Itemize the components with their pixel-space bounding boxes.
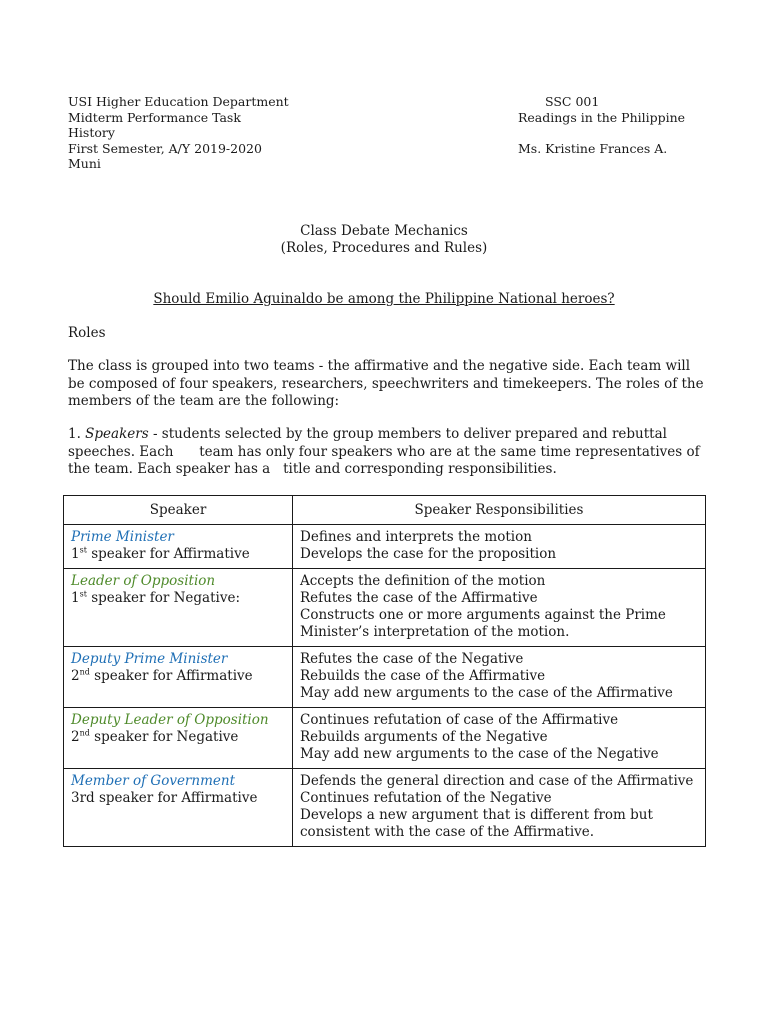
responsibility: Develops the case for the proposition [300, 546, 557, 562]
speaker-title: Deputy Leader of Opposition [71, 712, 269, 728]
table-row [64, 647, 706, 708]
header-left-line: History [68, 125, 115, 141]
responsibility: Defends the general direction and case of the Affirmative [300, 773, 694, 789]
responsibility: May add new arguments to the case of the Affirmative [300, 685, 673, 701]
speakers-paragraph [68, 426, 708, 479]
speaker-cell [64, 769, 293, 847]
header-right-blank [518, 125, 718, 141]
responsibility: Develops a new argument that is different from but consistent with the case of the Affirmative. [300, 807, 653, 840]
ordinal-suffix: st [79, 545, 87, 555]
document-subtitle: (Roles, Procedures and Rules) [280, 240, 488, 256]
header-left-line: USI Higher Education Department [68, 94, 289, 109]
responsibility: May add new arguments to the case of the Negative [300, 746, 659, 762]
responsibility: Refutes the case of the Affirmative [300, 590, 538, 606]
table-row [64, 525, 706, 569]
speaker-order: 2 [71, 668, 80, 684]
column-header-responsibilities: Speaker Responsibilities [293, 496, 706, 525]
speaker-side: speaker for Negative: [86, 590, 241, 606]
speaker-title: Deputy Prime Minister [71, 651, 228, 667]
responsibilities-cell [293, 708, 706, 769]
title-block [0, 223, 768, 257]
ordinal-suffix: st [79, 589, 87, 599]
header-left-line: Muni [68, 156, 101, 172]
header-left-line: First Semester, A/Y 2019-2020 [68, 140, 262, 156]
column-header-speaker: Speaker [64, 496, 293, 525]
speakers-text: - students selected by the group members to deliver prepared and rebuttal speeches. Each team has only four speakers who are at the same time representatives of the team. Each speaker has a title and corresponding responsibilities. [68, 426, 704, 477]
table-header-row [64, 496, 706, 525]
speaker-roles-table [63, 495, 706, 847]
speaker-order: 2 [71, 729, 80, 745]
responsibilities-cell [293, 525, 706, 569]
speaker-cell [64, 525, 293, 569]
ordinal-suffix: nd [79, 667, 90, 677]
responsibilities-cell [293, 569, 706, 647]
speaker-side: speaker for Affirmative [86, 546, 250, 562]
list-number: 1. [68, 426, 86, 442]
speaker-title: Prime Minister [71, 529, 174, 545]
speaker-order: 1 [71, 546, 80, 562]
speaker-title: Leader of Opposition [71, 573, 216, 589]
responsibility: Continues refutation of case of the Affirmative [300, 712, 619, 728]
debate-question: Should Emilio Aguinaldo be among the Philippine National heroes? [153, 291, 615, 307]
header-left-line: Midterm Performance Task [68, 109, 241, 125]
speaker-side: speaker for Negative [89, 729, 239, 745]
responsibility: Constructs one or more arguments against the Prime Minister’s interpretation of the motion. [300, 607, 666, 640]
responsibility: Rebuilds arguments of the Negative [300, 729, 548, 745]
roles-heading: Roles [68, 325, 106, 341]
table-row [64, 569, 706, 647]
responsibility: Accepts the definition of the motion [300, 573, 546, 589]
speaker-order: 3rd speaker for Affirmative [71, 790, 258, 806]
header-left [68, 94, 328, 172]
speakers-term: Speakers [85, 426, 149, 442]
responsibility: Defines and interprets the motion [300, 529, 532, 545]
course-code: SSC 001 [545, 94, 600, 109]
responsibility: Refutes the case of the Negative [300, 651, 524, 667]
speaker-order: 1 [71, 590, 80, 606]
speaker-cell [64, 708, 293, 769]
speaker-cell [64, 569, 293, 647]
responsibilities-cell [293, 769, 706, 847]
course-title: Readings in the Philippine [518, 109, 686, 125]
table-row [64, 708, 706, 769]
responsibility: Rebuilds the case of the Affirmative [300, 668, 546, 684]
instructor-name: Ms. Kristine Frances A. [518, 140, 668, 156]
speaker-side: speaker for Affirmative [89, 668, 253, 684]
document-title: Class Debate Mechanics [300, 223, 468, 239]
table-row [64, 769, 706, 847]
speaker-title: Member of Government [71, 773, 235, 789]
header-right [518, 94, 718, 156]
speaker-cell [64, 647, 293, 708]
ordinal-suffix: nd [79, 728, 90, 738]
responsibilities-cell [293, 647, 706, 708]
responsibility: Continues refutation of the Negative [300, 790, 552, 806]
intro-paragraph: The class is grouped into two teams - the affirmative and the negative side. Each team will be composed of four speakers, researchers, speechwriters and timekeepers. The roles of the members of the team are the following: [68, 358, 704, 409]
